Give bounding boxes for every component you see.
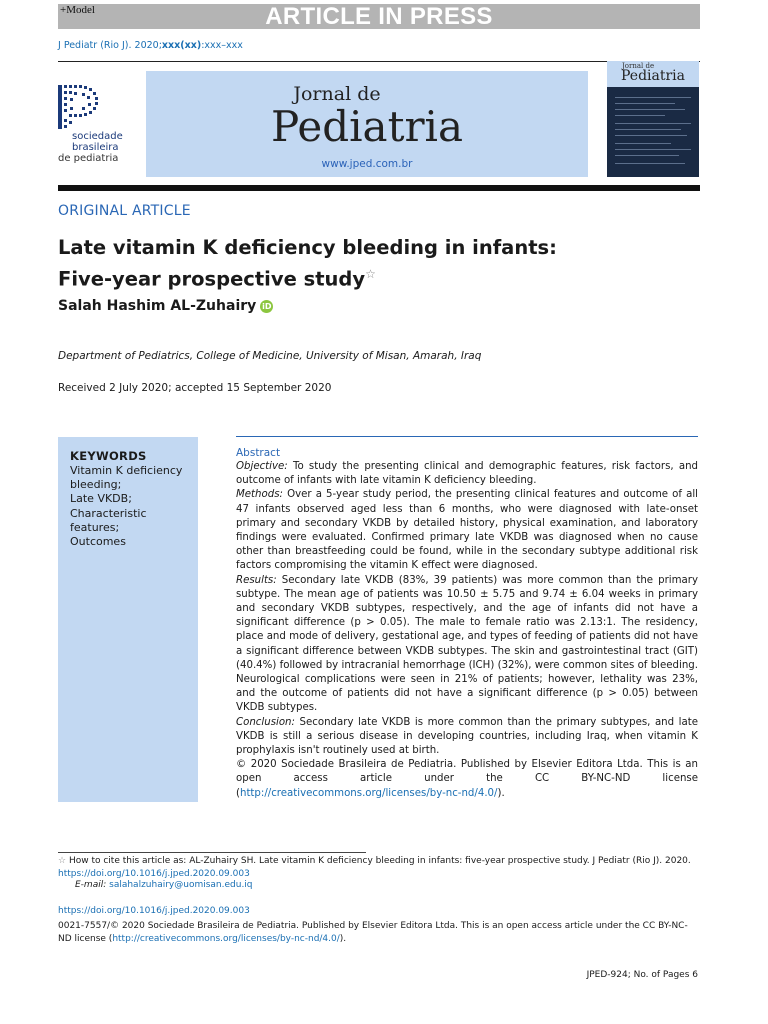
journal-title-small: Jornal de xyxy=(293,83,381,105)
header-thick-rule xyxy=(58,185,700,191)
received-dates: Received 2 July 2020; accepted 15 September 2020 xyxy=(58,382,332,394)
abstract-objective: Objective: To study the presenting clinical and demographic features, risk factors, and outcome of infants with late vitamin K deficiency bleeding. xyxy=(236,461,699,487)
citation-footnote: ☆ How to cite this article as: AL-Zuhairy SH. Late vitamin K deficiency bleeding in infants: five-year prospective study. J Pediatr (Rio J). 2020. https://doi.org/10.1016/j.jped.2020.09.003 xyxy=(58,856,691,879)
issn-copyright: 0021-7557/© 2020 Sociedade Brasileira de Pediatria. Published by Elsevier Editora Ltda. This is an open access article under the CC BY-NC-ND license (http://creativecommons.org/licenses/by-nc-nd/4.0/). xyxy=(58,921,688,944)
doi-link[interactable]: https://doi.org/10.1016/j.jped.2020.09.003 xyxy=(58,906,250,916)
abstract-heading: Abstract xyxy=(236,447,281,459)
abstract-conclusion: Conclusion: Secondary late VKDB is more common than the primary subtypes, and late VKDB is still a serious disease in developing countries, including Iraq, when vitamin K prophylaxis isn't routinely used at birth. xyxy=(236,716,698,757)
affiliation: Department of Pediatrics, College of Medicine, University of Misan, Amarah, Iraq xyxy=(58,350,482,362)
abstract-rule xyxy=(236,436,698,437)
issn-license-link[interactable]: http://creativecommons.org/licenses/by-nc-nd/4.0/ xyxy=(112,933,340,944)
license-link[interactable]: http://creativecommons.org/licenses/by-nc-nd/4.0/ xyxy=(239,787,498,799)
abstract-body xyxy=(236,460,698,801)
journal-title: Pediatria xyxy=(270,102,463,151)
article-in-press-label: ARTICLE IN PRESS xyxy=(265,3,493,30)
keyword-item: Late VKDB; xyxy=(70,492,132,506)
section-label: ORIGINAL ARTICLE xyxy=(58,203,191,219)
keyword-item: Vitamin K deficiency bleeding; xyxy=(70,464,183,492)
header-rule xyxy=(58,61,700,62)
email-link[interactable]: salahalzuhairy@uomisan.edu.iq xyxy=(109,880,253,890)
orcid-icon[interactable]: iD xyxy=(262,302,272,311)
footnote-rule xyxy=(58,852,366,853)
cover-title-small: Jornal de xyxy=(622,62,655,70)
cover-title: Pediatria xyxy=(621,68,686,84)
title-footnote-marker[interactable]: ☆ xyxy=(365,267,376,281)
keyword-item: Characteristic features; xyxy=(70,506,147,534)
abstract-copyright: © 2020 Sociedade Brasileira de Pediatria. Published by Elsevier Editora Ltda. This is an open access article under the CC BY-NC-ND license (http://creativecommons.org/licenses/by-nc-nd/4.0/). xyxy=(236,759,698,799)
keyword-item: Outcomes xyxy=(70,535,126,549)
author: Salah Hashim AL-Zuhairy iD xyxy=(58,298,272,314)
keywords-heading: KEYWORDS xyxy=(70,449,147,463)
citation-doi-link[interactable]: https://doi.org/10.1016/j.jped.2020.09.003 xyxy=(58,868,250,879)
email-footnote: E-mail: salahalzuhairy@uomisan.edu.iq xyxy=(75,880,253,890)
abstract-results: Results: Secondary late VKDB (83%, 39 patients) was more common than the primary subtype. The mean age of patients was 10.50 ± 5.75 and 9.74 ± 6.04 weeks in primary and secondary VKDB subtypes, respectively, and the age of infants did not have a significant difference (p > 0.05). The male to female ratio was 2.13:1. The residency, place and mode of delivery, gestational age, and types of feeding of patients did not have a significant difference between VKDB subtypes. The skin and gastrointestinal tract (GIT) (40.4%) followed by intracranial hemorrhage (ICH) (32%), were common sites of bleeding. Neurological complications were seen in 21% of patients; however, lethality was 23%, and the outcome of patients did not have a significant difference (p > 0.05) between VKDB subtypes. xyxy=(236,574,698,714)
page-info: JPED-924; No. of Pages 6 xyxy=(586,970,698,980)
article-title: Late vitamin K deficiency bleeding in infants: Five-year prospective study☆ xyxy=(58,236,557,291)
journal-reference[interactable]: J Pediatr (Rio J). 2020;xxx(xx):xxx–xxx xyxy=(58,40,243,51)
society-name: sociedade brasileira de pediatria xyxy=(58,131,123,164)
abstract-methods: Methods: Over a 5-year study period, the presenting clinical features and outcome of all 47 infants observed aged less than 6 months, who were diagnosed with late-onset primary and secondary VKDB by detailed history, physical examination, and laboratory findings were evaluated. Confirmed primary late VKDB was diagnosed when no cause other than breastfeeding could be found, while in the secondary subtype additional risk factors compromising the vitamin K effect were diagnosed. xyxy=(236,489,698,572)
journal-url-link[interactable]: www.jped.com.br xyxy=(321,158,413,170)
keywords-list xyxy=(70,464,192,549)
model-label: +Model xyxy=(60,4,95,16)
